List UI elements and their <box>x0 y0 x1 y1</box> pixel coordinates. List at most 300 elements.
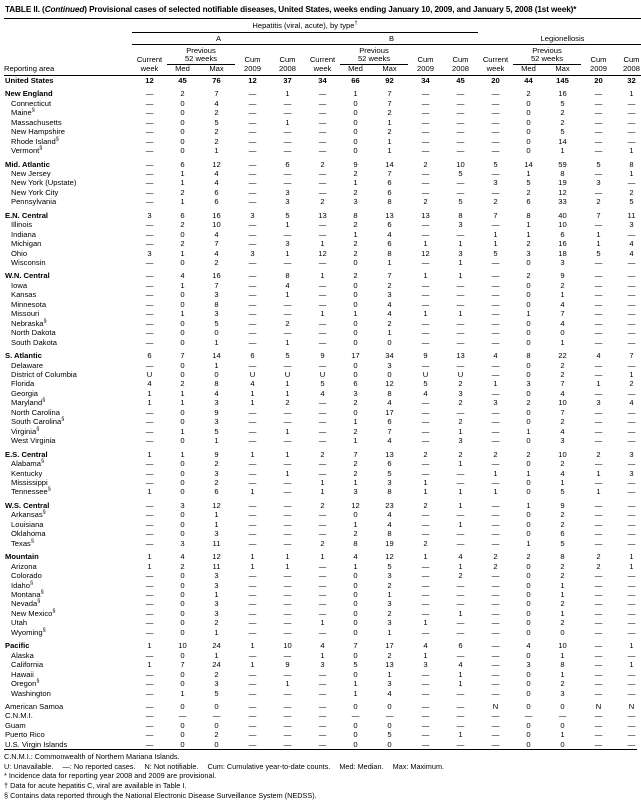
cell-a-current-week: — <box>145 679 154 689</box>
cell-a-cum-2008: 1 <box>285 89 290 99</box>
table-row <box>4 249 641 258</box>
row-area-label: Mid. Atlantic <box>5 159 50 169</box>
cell-l-current-week: — <box>491 108 500 118</box>
cell-a-max: — <box>212 711 221 721</box>
cell-l-cum-2008: — <box>627 510 636 520</box>
cell-b-med: 0 <box>353 280 358 290</box>
cell-b-cum-2009: — <box>421 599 430 609</box>
cell-l-cum-2009: — <box>594 720 603 730</box>
cell-l-cum-2009: — <box>594 459 603 469</box>
cell-b-med: 0 <box>353 599 358 609</box>
cell-l-med: 0 <box>526 580 531 590</box>
cell-b-cum-2009: — <box>421 280 430 290</box>
key-med: Med: Median. <box>339 761 384 771</box>
cell-l-cum-2009: — <box>594 258 603 268</box>
cell-b-med: 1 <box>353 688 358 698</box>
cell-b-max: 7 <box>387 271 392 281</box>
cell-b-max: 4 <box>387 309 392 319</box>
cell-a-cum-2009: — <box>248 580 257 590</box>
row-footnote-marker: § <box>61 416 65 423</box>
table-row <box>4 239 641 248</box>
cell-l-med: 0 <box>526 739 531 749</box>
row-area-label: Oregon§ <box>11 678 40 689</box>
cell-l-current-week: — <box>491 650 500 660</box>
cell-a-current-week: 1 <box>147 388 152 398</box>
cell-l-cum-2008: — <box>627 127 636 137</box>
cell-b-cum-2009: — <box>421 529 430 539</box>
caption-suffix: ) Provisional cases of selected notifiable diseases, United States, weeks ending January 10, 2009, and January 5, 2008 (1st week)* <box>84 5 577 14</box>
cell-a-med: 45 <box>178 75 187 85</box>
column-l-max: Max <box>544 65 581 76</box>
cell-b-cum-2009: — <box>421 136 430 146</box>
cell-l-cum-2009: — <box>594 510 603 520</box>
cell-l-current-week: 1 <box>493 487 498 497</box>
cell-a-current-week: 1 <box>147 552 152 562</box>
cell-l-cum-2009: — <box>594 538 603 548</box>
cell-a-current-week: — <box>145 280 154 290</box>
cell-l-current-week: — <box>491 407 500 417</box>
cell-l-current-week: 3 <box>493 398 498 408</box>
cell-b-max: 3 <box>387 618 392 628</box>
table-row <box>4 319 641 328</box>
cell-l-current-week: — <box>491 337 500 347</box>
cell-a-med: 0 <box>180 589 185 599</box>
cell-l-med: 0 <box>526 146 531 156</box>
cell-a-cum-2009: — <box>248 239 257 249</box>
cell-a-max: 14 <box>212 351 221 361</box>
cell-l-max: 3 <box>560 688 565 698</box>
cell-l-current-week: 2 <box>493 449 498 459</box>
page-title <box>5 5 637 15</box>
cell-l-max: 2 <box>560 360 565 370</box>
cell-b-current-week: — <box>318 258 327 268</box>
cell-b-cum-2008: — <box>456 178 465 188</box>
column-b-max: Max <box>371 65 408 76</box>
cell-a-max: 5 <box>214 117 219 127</box>
cell-l-cum-2009: — <box>594 618 603 628</box>
row-area-label: Michigan <box>11 239 42 249</box>
cell-l-med: 3 <box>526 660 531 670</box>
column-a-cum2008: 2008 <box>270 65 305 76</box>
cell-b-med: 0 <box>353 117 358 127</box>
cell-l-max: 2 <box>560 459 565 469</box>
cell-l-max: 2 <box>560 618 565 628</box>
cell-a-cum-2008: — <box>283 328 292 338</box>
cell-a-med: 1 <box>180 426 185 436</box>
cell-b-max: 4 <box>387 688 392 698</box>
cell-a-max: 9 <box>214 407 219 417</box>
cell-a-med: 1 <box>180 688 185 698</box>
cell-a-cum-2008: 10 <box>283 641 292 651</box>
cell-b-cum-2009: 2 <box>423 159 428 169</box>
cell-a-current-week: — <box>145 146 154 156</box>
cell-l-current-week: — <box>491 426 500 436</box>
cell-l-cum-2008: 1 <box>629 660 634 670</box>
cell-a-max: 4 <box>214 98 219 108</box>
cell-l-max: 10 <box>558 220 567 230</box>
cell-l-max: 10 <box>558 449 567 459</box>
cell-b-current-week: — <box>318 178 327 188</box>
cell-l-current-week: — <box>491 370 500 380</box>
cell-b-cum-2009: 1 <box>423 487 428 497</box>
cell-l-current-week: — <box>491 500 500 510</box>
column-b-cum2008: 2008 <box>443 65 478 76</box>
row-area-label: Tennessee§ <box>11 486 51 497</box>
cell-b-current-week: — <box>318 117 327 127</box>
cell-l-cum-2009: — <box>594 328 603 338</box>
table-row <box>4 398 641 407</box>
cell-l-cum-2008: 4 <box>629 239 634 249</box>
cell-b-current-week: — <box>318 337 327 347</box>
cell-b-med: 17 <box>351 351 360 361</box>
cell-l-med: 0 <box>526 328 531 338</box>
cell-a-cum-2008: — <box>283 618 292 628</box>
cell-a-max: 7 <box>214 280 219 290</box>
cell-l-cum-2008: 4 <box>629 398 634 408</box>
cell-b-cum-2009: — <box>421 580 430 590</box>
cell-a-current-week: U <box>146 370 153 380</box>
cell-l-cum-2008: — <box>627 627 636 637</box>
cell-b-cum-2008: 3 <box>458 248 463 258</box>
row-area-label: Arkansas§ <box>11 509 46 520</box>
cell-a-med: 2 <box>180 187 185 197</box>
cell-l-current-week: — <box>491 436 500 446</box>
cell-b-current-week: — <box>318 290 327 300</box>
cell-l-max: 2 <box>560 417 565 427</box>
row-area-label: Florida <box>11 379 35 389</box>
cell-a-current-week: — <box>145 627 154 637</box>
row-area-label: North Carolina <box>11 407 60 417</box>
cell-a-med: 1 <box>180 309 185 319</box>
cell-l-cum-2009: — <box>594 650 603 660</box>
cell-l-current-week: — <box>491 730 500 740</box>
cell-a-max: 16 <box>212 210 221 220</box>
cell-l-cum-2008: 1 <box>629 641 634 651</box>
table-row <box>4 118 641 127</box>
table-row <box>4 300 641 309</box>
cell-l-max: 6 <box>560 529 565 539</box>
cell-b-cum-2009: — <box>421 398 430 408</box>
cell-l-cum-2009: — <box>594 309 603 319</box>
cell-l-cum-2008: — <box>627 360 636 370</box>
cell-l-med: 1 <box>526 468 531 478</box>
cell-b-current-week: — <box>318 720 327 730</box>
cell-l-cum-2009: — <box>594 220 603 230</box>
cell-b-med: 2 <box>353 529 358 539</box>
cell-a-med: 0 <box>180 519 185 529</box>
cell-b-cum-2008: — <box>456 701 465 711</box>
cell-b-current-week: 1 <box>320 487 325 497</box>
cell-a-max: 2 <box>214 108 219 118</box>
cell-l-cum-2009: 20 <box>594 75 603 85</box>
cell-l-max: 10 <box>558 398 567 408</box>
cell-l-max: 2 <box>560 370 565 380</box>
row-area-label: Mountain <box>5 552 39 562</box>
row-area-label: West Virginia <box>11 436 56 446</box>
cell-b-max: 8 <box>387 248 392 258</box>
cell-l-cum-2009: — <box>594 290 603 300</box>
cell-l-current-week: — <box>491 136 500 146</box>
cell-l-cum-2008: — <box>627 318 636 328</box>
cell-b-cum-2009: — <box>421 220 430 230</box>
cell-a-current-week: — <box>145 468 154 478</box>
cell-l-cum-2009: — <box>594 337 603 347</box>
cell-l-cum-2009: — <box>594 360 603 370</box>
table-row <box>4 417 641 426</box>
table-row <box>4 389 641 398</box>
row-area-label: Alabama§ <box>11 458 45 469</box>
cell-l-current-week: 1 <box>493 379 498 389</box>
cell-a-cum-2009: — <box>248 478 257 487</box>
subgroup-header-legionellosis: Legionellosis <box>478 35 641 45</box>
cell-a-current-week: — <box>145 407 154 417</box>
cell-a-cum-2009: 12 <box>248 75 257 85</box>
cell-l-max: 1 <box>560 337 565 347</box>
row-area-label: Vermont§ <box>11 145 43 156</box>
table-row <box>4 469 641 478</box>
cell-l-med: 2 <box>526 398 531 408</box>
cell-b-med: 0 <box>353 299 358 309</box>
cell-l-med: 1 <box>526 229 531 239</box>
cell-l-max: 12 <box>558 187 567 197</box>
cell-l-current-week: — <box>491 660 500 670</box>
cell-b-cum-2008: 4 <box>458 660 463 670</box>
cell-b-max: 8 <box>387 197 392 207</box>
caption-prefix: TABLE II. ( <box>5 5 45 14</box>
cell-l-max: 5 <box>560 487 565 497</box>
cell-l-cum-2009: — <box>594 407 603 417</box>
cum-label-b-2009: Cum <box>417 55 434 65</box>
current-week-label-a: Current <box>136 55 163 65</box>
row-area-label: S. Atlantic <box>5 351 42 361</box>
cell-a-cum-2009: — <box>248 146 257 156</box>
cell-a-cum-2009: — <box>248 739 257 749</box>
current-week-label-l: Current <box>482 55 509 65</box>
cell-b-med: 0 <box>353 510 358 520</box>
cell-b-med: 0 <box>353 730 358 740</box>
cell-b-current-week: 1 <box>320 271 325 281</box>
cell-b-cum-2008: 5 <box>458 168 463 178</box>
cell-b-current-week: — <box>318 436 327 446</box>
cell-b-current-week: — <box>318 280 327 290</box>
cell-b-med: 1 <box>353 436 358 446</box>
cell-a-cum-2008: — <box>283 580 292 590</box>
cell-l-med: 0 <box>526 98 531 108</box>
cell-b-med: 1 <box>353 178 358 188</box>
cell-l-current-week: — <box>491 146 500 156</box>
cell-l-cum-2009: — <box>594 679 603 689</box>
cell-b-cum-2009: — <box>421 571 430 581</box>
cell-b-cum-2008: 2 <box>458 449 463 459</box>
cum-label-l-2009: Cum <box>590 55 607 65</box>
cell-l-cum-2008: — <box>627 571 636 581</box>
cell-a-current-week: — <box>145 436 154 446</box>
cell-b-cum-2008: 1 <box>458 500 463 510</box>
cell-l-current-week: — <box>491 98 500 108</box>
cell-b-max: 7 <box>387 168 392 178</box>
previous-52weeks-l: 52 weeks <box>513 55 581 65</box>
cell-l-med: 1 <box>526 500 531 510</box>
cell-b-med: — <box>351 711 360 721</box>
cell-a-med: 0 <box>180 720 185 730</box>
row-footnote-marker: § <box>42 627 46 634</box>
cell-a-med: 0 <box>180 299 185 309</box>
cell-a-med: 0 <box>180 669 185 679</box>
cell-l-max: 4 <box>560 318 565 328</box>
table-row <box>4 290 641 299</box>
cell-a-max: 8 <box>214 379 219 389</box>
cell-l-max: 8 <box>560 552 565 562</box>
cell-b-cum-2009: 2 <box>423 197 428 207</box>
cell-b-med: 3 <box>353 388 358 398</box>
cell-l-cum-2008: — <box>627 178 636 188</box>
cell-l-med: 0 <box>526 519 531 529</box>
cell-b-med: 0 <box>353 627 358 637</box>
cell-l-med: 2 <box>526 187 531 197</box>
cell-b-cum-2008: — <box>456 136 465 146</box>
cell-a-cum-2009: 1 <box>250 641 255 651</box>
header-group-row <box>4 22 641 32</box>
cell-b-current-week: 2 <box>320 159 325 169</box>
cell-l-med: 0 <box>526 599 531 609</box>
cell-l-current-week: — <box>491 309 500 319</box>
cell-a-med: 0 <box>180 468 185 478</box>
cell-a-cum-2008: — <box>283 669 292 679</box>
cell-a-med: 1 <box>180 248 185 258</box>
cell-a-current-week: — <box>145 309 154 319</box>
table-row <box>4 618 641 627</box>
cell-b-current-week: 2 <box>320 500 325 510</box>
cell-l-max: 10 <box>558 641 567 651</box>
row-footnote-marker: § <box>40 458 45 465</box>
cell-a-max: 8 <box>214 299 219 309</box>
cell-b-cum-2008: 2 <box>458 571 463 581</box>
cell-a-current-week: 1 <box>147 641 152 651</box>
cell-b-cum-2009: 4 <box>423 641 428 651</box>
table-row <box>4 689 641 698</box>
cell-l-med: 3 <box>526 379 531 389</box>
cell-b-cum-2009: — <box>421 417 430 427</box>
cell-b-cum-2009: — <box>421 519 430 529</box>
cell-b-cum-2008: 1 <box>458 271 463 281</box>
cell-b-cum-2008: — <box>456 407 465 417</box>
notifiable-diseases-table <box>4 18 641 749</box>
cell-l-cum-2008: — <box>627 589 636 599</box>
row-area-label: Utah <box>11 618 28 628</box>
row-area-label: Georgia <box>11 388 39 398</box>
table-row <box>4 160 641 169</box>
cell-l-current-week: — <box>491 688 500 698</box>
cell-b-med: 0 <box>353 701 358 711</box>
cell-b-med: 5 <box>353 660 358 670</box>
spacer <box>478 22 641 32</box>
row-area-label: South Carolina§ <box>11 416 65 427</box>
cell-b-current-week: — <box>318 407 327 417</box>
cell-b-current-week: 34 <box>318 75 327 85</box>
cell-l-cum-2009: — <box>594 146 603 156</box>
table-row <box>4 379 641 388</box>
cell-l-med: 1 <box>526 538 531 548</box>
cell-a-max: 2 <box>214 669 219 679</box>
cell-l-med: — <box>524 711 533 721</box>
cell-b-current-week: — <box>318 229 327 239</box>
cell-a-current-week: — <box>145 197 154 207</box>
cell-a-max: 7 <box>214 239 219 249</box>
column-reporting-area: Reporting area <box>4 65 132 76</box>
cell-b-cum-2009: — <box>421 98 430 108</box>
cell-b-max: 12 <box>385 552 394 562</box>
cell-a-med: 0 <box>180 337 185 347</box>
cell-a-cum-2009: — <box>248 299 257 309</box>
table-row <box>4 478 641 487</box>
cell-b-med: 0 <box>353 618 358 628</box>
cell-b-med: 6 <box>353 379 358 389</box>
cell-l-current-week: — <box>491 478 500 487</box>
row-area-label: New Mexico§ <box>11 608 56 618</box>
column-l-cum2009: 2009 <box>581 65 616 76</box>
cell-b-max: 7 <box>387 426 392 436</box>
cell-b-cum-2009: — <box>421 337 430 347</box>
cell-a-cum-2008: — <box>283 146 292 156</box>
table-row <box>4 197 641 206</box>
cell-a-cum-2009: — <box>248 669 257 679</box>
cell-a-cum-2009: — <box>248 529 257 539</box>
cell-b-current-week: — <box>318 360 327 370</box>
cell-b-cum-2008: 2 <box>458 417 463 427</box>
cell-b-current-week: — <box>318 98 327 108</box>
cell-b-current-week: 1 <box>320 478 325 487</box>
cell-a-med: 3 <box>180 538 185 548</box>
cell-l-max: 5 <box>560 98 565 108</box>
cell-b-current-week: — <box>318 688 327 698</box>
cell-l-med: 0 <box>526 510 531 520</box>
cell-b-current-week: — <box>318 739 327 749</box>
cell-a-current-week: — <box>145 459 154 469</box>
cell-a-current-week: — <box>145 730 154 740</box>
cell-a-cum-2008: U <box>284 370 291 380</box>
cell-b-cum-2008: — <box>456 187 465 197</box>
cell-b-max: 3 <box>387 478 392 487</box>
cell-b-cum-2009: 1 <box>423 271 428 281</box>
cell-a-current-week: 3 <box>147 210 152 220</box>
cell-a-cum-2009: — <box>248 519 257 529</box>
cell-a-cum-2008: — <box>283 407 292 417</box>
cell-b-cum-2008: — <box>456 529 465 539</box>
cell-a-max: 3 <box>214 309 219 319</box>
row-area-label: Maine§ <box>11 107 35 118</box>
cell-l-med: 2 <box>526 239 531 249</box>
cell-a-max: 6 <box>214 197 219 207</box>
cell-l-med: 0 <box>526 669 531 679</box>
row-footnote-marker: § <box>30 538 34 545</box>
cell-l-med: 2 <box>526 552 531 562</box>
cell-l-max: 1 <box>560 669 565 679</box>
cell-b-cum-2008: — <box>456 618 465 628</box>
cell-b-cum-2009: 2 <box>423 538 428 548</box>
cell-b-cum-2009: — <box>421 299 430 309</box>
cell-a-med: 0 <box>180 370 185 380</box>
cell-a-cum-2009: — <box>248 168 257 178</box>
cell-a-cum-2008: — <box>283 417 292 427</box>
cell-l-current-week: — <box>491 280 500 290</box>
cell-a-current-week: 12 <box>145 75 154 85</box>
cell-b-cum-2008: 1 <box>458 608 463 618</box>
cell-l-current-week: 3 <box>493 178 498 188</box>
cell-l-cum-2009: — <box>594 98 603 108</box>
cell-a-max: 24 <box>212 660 221 670</box>
cell-l-med: 0 <box>526 529 531 539</box>
cell-b-cum-2008: 3 <box>458 436 463 446</box>
